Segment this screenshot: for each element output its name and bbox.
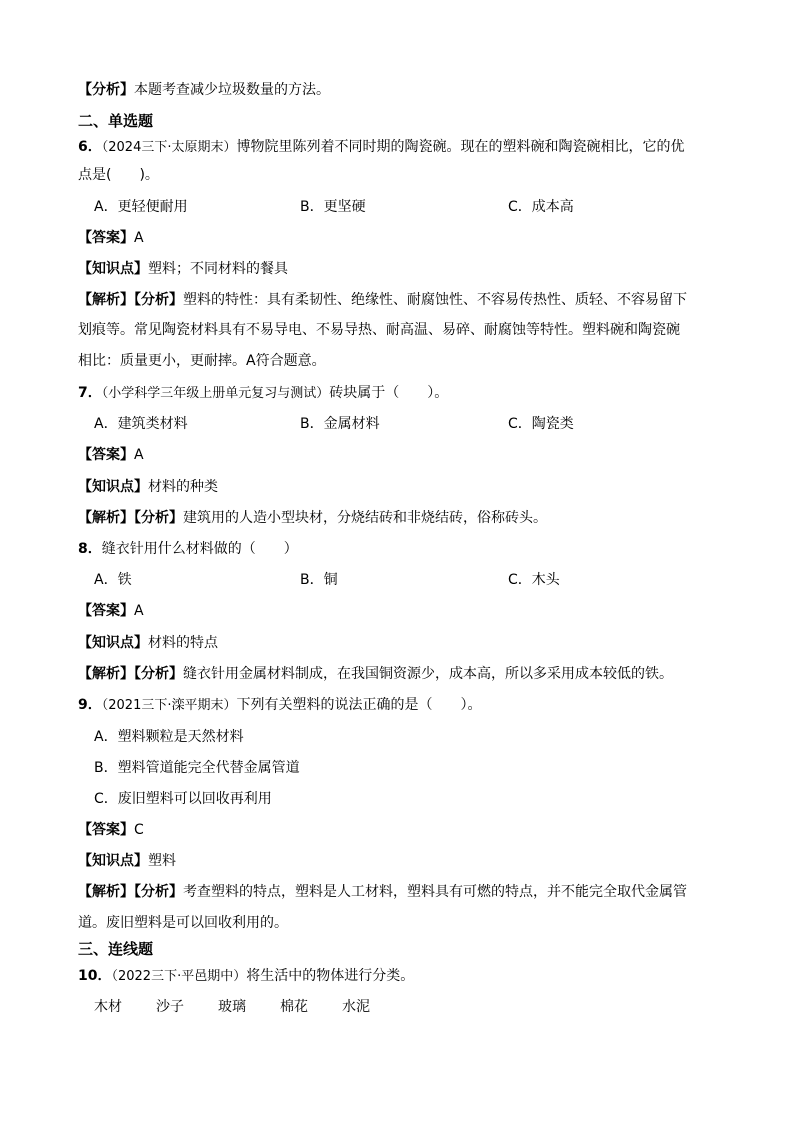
section-title-single-choice: 二、单选题 [78, 112, 154, 130]
item-sand: 沙子 [156, 999, 184, 1015]
q9-option-b: B．塑料管道能完全代替金属管道 [94, 760, 300, 776]
q8-explanation [78, 664, 673, 684]
q6-stem-line2: 点是( )。 [78, 167, 159, 183]
question-number: 7． [78, 385, 102, 401]
q8-answer [78, 601, 144, 621]
q8-option-c: C．木头 [508, 572, 560, 588]
answer-tag: 【答案】 [78, 230, 134, 246]
answer-tag: 【答案】 [78, 447, 134, 463]
section-title-matching: 三、连线题 [78, 940, 154, 958]
q6-explanation-line2: 划痕等。常见陶瓷材料具有不易导电、不易导热、耐高温、易碎、耐腐蚀等特性。塑料碗和陶瓷碗 [78, 322, 680, 338]
knowledge-point-tag: 【知识点】 [78, 635, 148, 651]
q7-option-b: B．金属材料 [300, 416, 380, 432]
q10-stem [78, 966, 414, 987]
item-cotton: 棉花 [280, 999, 308, 1015]
q6-explanation-line3: 相比：质量更小，更耐摔。A符合题意。 [78, 353, 326, 369]
q9-explanation-line1 [78, 882, 687, 902]
q10-items [94, 997, 404, 1017]
q5-analysis [78, 80, 330, 100]
question-source: （2024三下·太原期末） [101, 140, 237, 155]
explanation-tag: 【解析】【分析】 [78, 292, 183, 308]
question-number: 9． [78, 697, 102, 713]
explanation-text: 塑料的特性：具有柔韧性、绝缘性、耐腐蚀性、不容易传热性、质轻、不容易留下 [183, 292, 687, 308]
q6-knowledge-point [78, 259, 288, 279]
question-number: 6． [78, 139, 102, 155]
question-stem: 博物院里陈列着不同时期的陶瓷碗。现在的塑料碗和陶瓷碗相比，它的优 [236, 139, 685, 155]
q9-knowledge-point [78, 851, 176, 871]
q8-option-b: B．铜 [300, 572, 338, 588]
q9-explanation-line2: 道。废旧塑料是可以回收利用的。 [78, 915, 288, 931]
answer-value: A [134, 447, 144, 463]
analysis-text: 本题考查减少垃圾数量的方法。 [134, 82, 330, 98]
q9-option-c: C．废旧塑料可以回收再利用 [94, 791, 272, 807]
knowledge-point-tag: 【知识点】 [78, 853, 148, 869]
q8-knowledge-point [78, 633, 218, 653]
q9-answer [78, 820, 144, 840]
knowledge-point-tag: 【知识点】 [78, 479, 148, 495]
knowledge-point-text: 塑料 [148, 853, 176, 869]
answer-value: A [134, 230, 144, 246]
q6-option-c: C．成本高 [508, 199, 574, 215]
item-wood: 木材 [94, 999, 122, 1015]
question-stem: 砖块属于（ ）。 [329, 385, 449, 401]
question-stem: 将生活中的物体进行分类。 [246, 968, 415, 984]
q6-option-a: A．更轻便耐用 [94, 199, 188, 215]
q6-stem-line1 [78, 137, 684, 158]
question-source: （2022三下·平邑期中） [111, 969, 247, 984]
q9-stem [78, 695, 481, 716]
knowledge-point-tag: 【知识点】 [78, 261, 148, 277]
question-number: 8． [78, 541, 102, 557]
q7-option-a: A．建筑类材料 [94, 416, 188, 432]
question-stem: 下列有关塑料的说法正确的是（ ）。 [236, 697, 482, 713]
answer-tag: 【答案】 [78, 603, 134, 619]
explanation-tag: 【解析】【分析】 [78, 666, 183, 682]
q6-option-b: B．更坚硬 [300, 199, 366, 215]
explanation-text: 考查塑料的特点，塑料是人工材料，塑料具有可燃的特点，并不能完全取代金属管 [183, 884, 687, 900]
explanation-tag: 【解析】【分析】 [78, 884, 183, 900]
question-stem: 缝衣针用什么材料做的（ ） [101, 541, 298, 557]
q7-option-c: C．陶瓷类 [508, 416, 574, 432]
answer-value: A [134, 603, 144, 619]
answer-tag: 【答案】 [78, 822, 134, 838]
analysis-tag: 【分析】 [78, 82, 134, 98]
answer-value: C [134, 822, 144, 838]
q6-answer [78, 228, 144, 248]
explanation-text: 建筑用的人造小型块材，分烧结砖和非烧结砖，俗称砖头。 [183, 510, 547, 526]
question-source: （小学科学三年级上册单元复习与测试） [101, 386, 330, 401]
item-glass: 玻璃 [218, 999, 246, 1015]
knowledge-point-text: 材料的特点 [148, 635, 218, 651]
question-number: 10． [78, 968, 112, 984]
q6-explanation-line1 [78, 290, 687, 310]
explanation-tag: 【解析】【分析】 [78, 510, 183, 526]
q8-option-a: A．铁 [94, 572, 132, 588]
q9-option-a: A．塑料颗粒是天然材料 [94, 729, 244, 745]
q7-knowledge-point [78, 477, 218, 497]
q7-explanation [78, 508, 547, 528]
q7-answer [78, 445, 144, 465]
knowledge-point-text: 材料的种类 [148, 479, 218, 495]
item-cement: 水泥 [342, 999, 370, 1015]
question-source: （2021三下·滦平期末） [101, 698, 237, 713]
q7-stem [78, 383, 448, 404]
explanation-text: 缝衣针用金属材料制成，在我国铜资源少，成本高，所以多采用成本较低的铁。 [183, 666, 673, 682]
knowledge-point-text: 塑料；不同材料的餐具 [148, 261, 288, 277]
q8-stem [78, 539, 298, 559]
